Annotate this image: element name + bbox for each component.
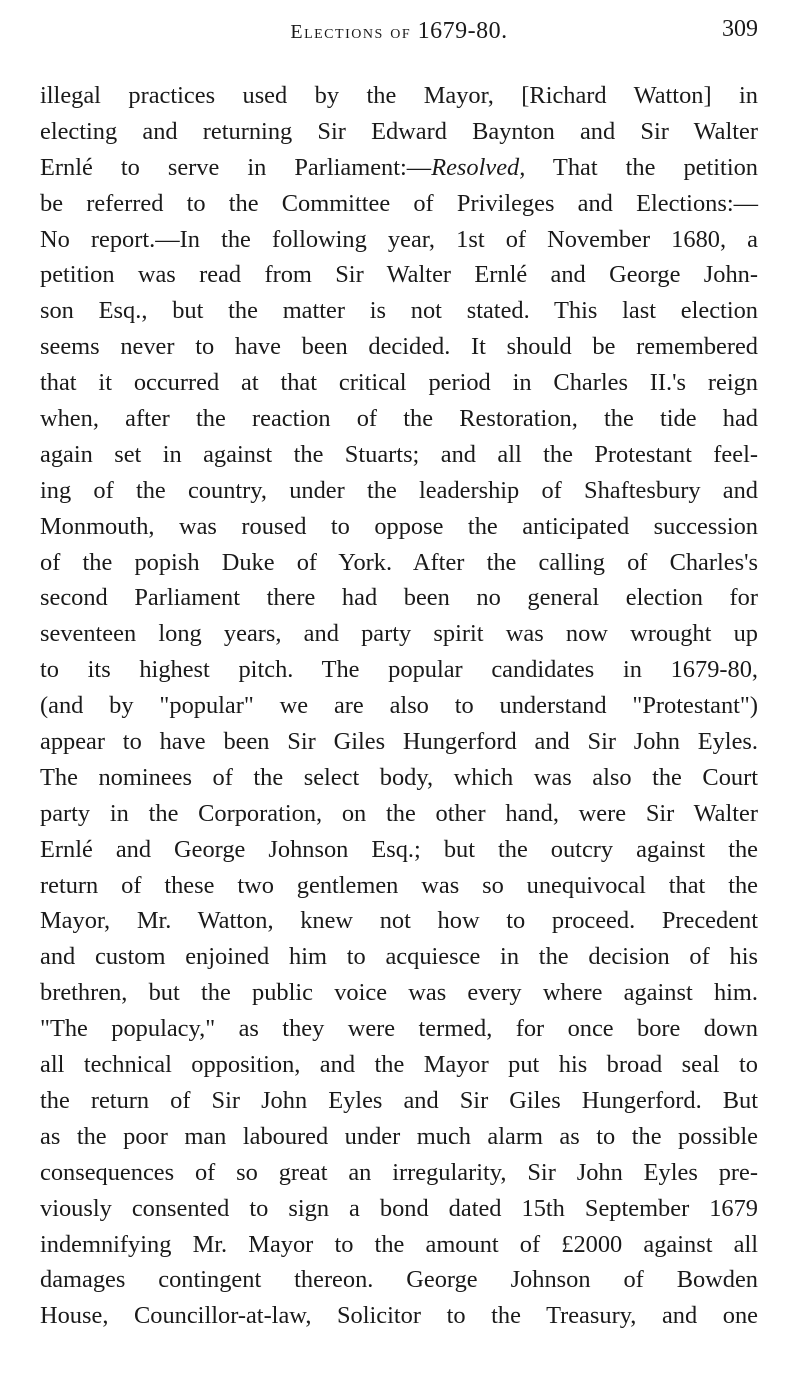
- text-segment: That the petition: [525, 153, 758, 181]
- running-title: [40, 18, 758, 45]
- text-line: No report.—In the following year, 1st of November 1680, a: [40, 225, 758, 253]
- text-line: seventeen long years, and party spirit was now wrought up: [40, 620, 758, 648]
- text-line: of the popish Duke of York. After the calling of Charles's: [40, 548, 758, 576]
- text-line: House, Councillor-at-law, Solicitor to the Treasury, and one: [40, 1302, 758, 1330]
- text-line: again set in against the Stuarts; and all the Protestant feel-: [40, 440, 758, 468]
- text-line: (and by "popular" we are also to understand "Protestant"): [40, 692, 758, 720]
- running-title-years: 1679-80.: [417, 18, 508, 44]
- text-line: Ernlé and George Johnson Esq.; but the outcry against the: [40, 835, 758, 863]
- text-line: viously consented to sign a bond dated 15th September 1679: [40, 1194, 758, 1222]
- text-line: to its highest pitch. The popular candidates in 1679-80,: [40, 656, 758, 684]
- text-line: son Esq., but the matter is not stated. This last election: [40, 297, 758, 325]
- text-line: party in the Corporation, on the other hand, were Sir Walter: [40, 799, 758, 827]
- text-line: The nominees of the select body, which was also the Court: [40, 763, 758, 791]
- text-line: "The populacy," as they were termed, for once bore down: [40, 1015, 758, 1043]
- running-header: [40, 14, 758, 48]
- text-line: and custom enjoined him to acquiesce in the decision of his: [40, 943, 758, 971]
- text-line: seems never to have been decided. It should be remembered: [40, 333, 758, 361]
- text-line: when, after the reaction of the Restoration, the tide had: [40, 405, 758, 433]
- italic-text: Resolved,: [431, 153, 526, 181]
- text-line: all technical opposition, and the Mayor put his broad seal to: [40, 1051, 758, 1079]
- text-line: as the poor man laboured under much alarm as to the possible: [40, 1122, 758, 1150]
- running-title-prefix: Elections of: [290, 21, 412, 43]
- text-line: brethren, but the public voice was every where against him.: [40, 979, 758, 1007]
- text-line: return of these two gentlemen was so unequivocal that the: [40, 871, 758, 899]
- book-page: [40, 14, 758, 1334]
- text-line: [40, 150, 758, 186]
- text-line: electing and returning Sir Edward Baynton and Sir Walter: [40, 117, 758, 145]
- text-line: the return of Sir John Eyles and Sir Giles Hungerford. But: [40, 1086, 758, 1114]
- text-line: Mayor, Mr. Watton, knew not how to proceed. Precedent: [40, 907, 758, 935]
- text-line: petition was read from Sir Walter Ernlé and George John-: [40, 261, 758, 289]
- body-text: [40, 78, 758, 1334]
- text-line: ing of the country, under the leadership of Shaftesbury and: [40, 476, 758, 504]
- page-number: 309: [722, 16, 758, 42]
- text-line: Monmouth, was roused to oppose the anticipated succession: [40, 512, 758, 540]
- text-segment: Ernlé to serve in Parliament:—: [40, 153, 432, 181]
- text-line: consequences of so great an irregularity, Sir John Eyles pre-: [40, 1158, 758, 1186]
- text-line: that it occurred at that critical period in Charles II.'s reign: [40, 369, 758, 397]
- text-line: damages contingent thereon. George Johnson of Bowden: [40, 1266, 758, 1294]
- text-line: indemnifying Mr. Mayor to the amount of £2000 against all: [40, 1230, 758, 1258]
- text-line: appear to have been Sir Giles Hungerford and Sir John Eyles.: [40, 728, 758, 756]
- text-line: second Parliament there had been no general election for: [40, 584, 758, 612]
- text-line: be referred to the Committee of Privileges and Elections:—: [40, 189, 758, 217]
- text-line: illegal practices used by the Mayor, [Richard Watton] in: [40, 82, 758, 109]
